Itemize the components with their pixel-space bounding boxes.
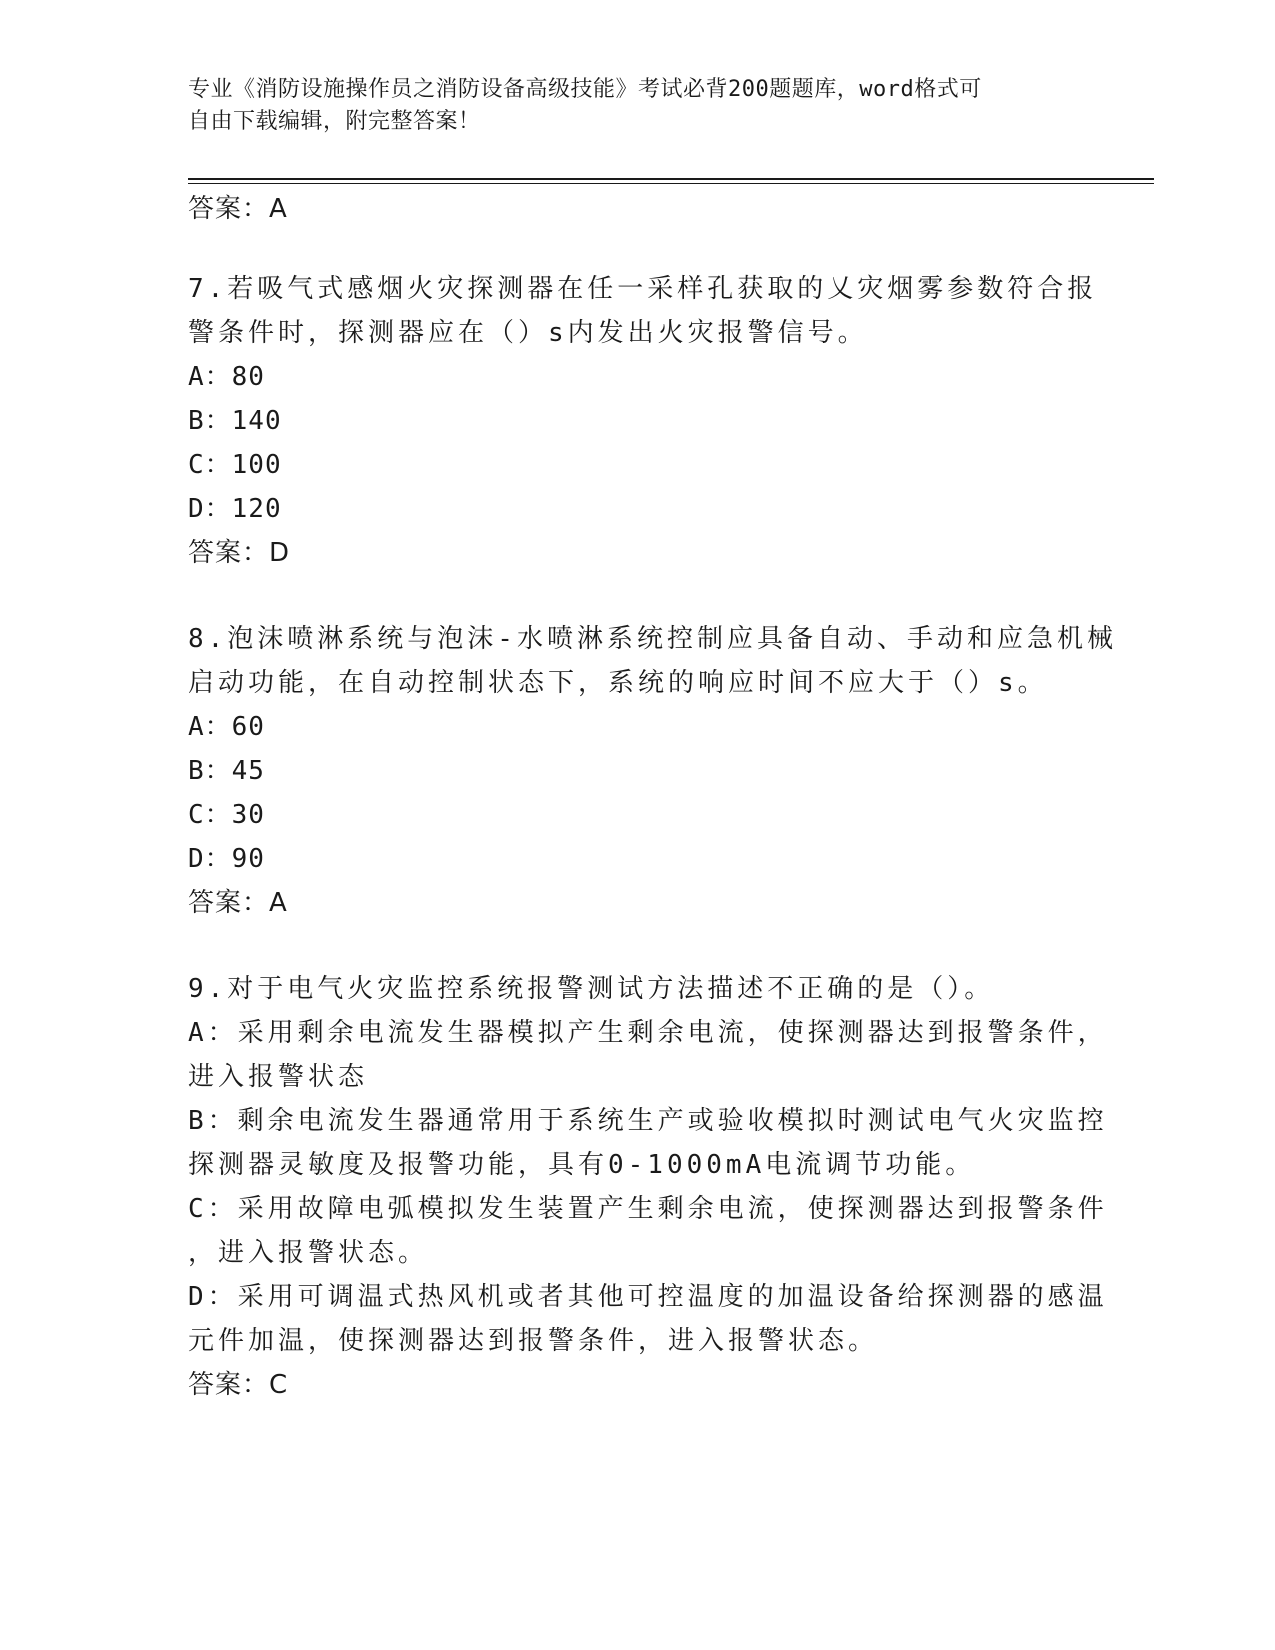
q8-option-b: B：45: [188, 756, 265, 786]
q8-option-a: A：60: [188, 712, 265, 742]
q9-option-a-line-2: 进入报警状态: [188, 1062, 369, 1092]
q7-option-c: C：100: [188, 450, 282, 480]
q9-text-line-1: 9.对于电气火灾监控系统报警测试方法描述不正确的是（）。: [188, 974, 995, 1004]
header-rule-thick: [188, 178, 1154, 180]
q8-answer: 答案：A: [188, 888, 288, 918]
q8-text-line-1: 8.泡沫喷淋系统与泡沫-水喷淋系统控制应具备自动、手动和应急机械: [188, 624, 1117, 654]
header-line-1: 专业《消防设施操作员之消防设备高级技能》考试必背200题题库，word格式可: [188, 77, 982, 102]
q9-option-c-line-1: C：采用故障电弧模拟发生装置产生剩余电流，使探测器达到报警条件: [188, 1194, 1108, 1224]
q9-option-c-line-2: ，进入报警状态。: [188, 1238, 429, 1268]
q7-option-a: A：80: [188, 362, 265, 392]
q8-text-line-2: 启动功能，在自动控制状态下，系统的响应时间不应大于（）s。: [188, 668, 1048, 698]
q9-option-b-line-1: B：剩余电流发生器通常用于系统生产或验收模拟时测试电气火灾监控: [188, 1106, 1108, 1136]
q7-text-line-1: 7.若吸气式感烟火灾探测器在任一采样孔获取的乂灾烟雾参数符合报: [188, 274, 1098, 304]
q9-option-b-line-2: 探测器灵敏度及报警功能，具有0-1000mA电流调节功能。: [188, 1150, 976, 1180]
q9-answer: 答案：C: [188, 1370, 289, 1400]
q8-option-d: D：90: [188, 844, 265, 874]
q7-option-b: B：140: [188, 406, 282, 436]
header-rule-thin: [188, 183, 1154, 184]
q8-option-c: C：30: [188, 800, 265, 830]
q9-option-d-line-2: 元件加温，使探测器达到报警条件，进入报警状态。: [188, 1326, 879, 1356]
q7-text-line-2: 警条件时，探测器应在（）s内发出火灾报警信号。: [188, 318, 868, 348]
header-line-2: 自由下载编辑，附完整答案！: [188, 109, 481, 134]
q7-answer: 答案：D: [188, 538, 291, 568]
q9-option-d-line-1: D：采用可调温式热风机或者其他可控温度的加温设备给探测器的感温: [188, 1282, 1108, 1312]
q9-option-a-line-1: A：采用剩余电流发生器模拟产生剩余电流，使探测器达到报警条件，: [188, 1018, 1108, 1048]
previous-answer: 答案：A: [188, 194, 288, 224]
document-header: [188, 74, 1088, 138]
q7-option-d: D：120: [188, 494, 282, 524]
